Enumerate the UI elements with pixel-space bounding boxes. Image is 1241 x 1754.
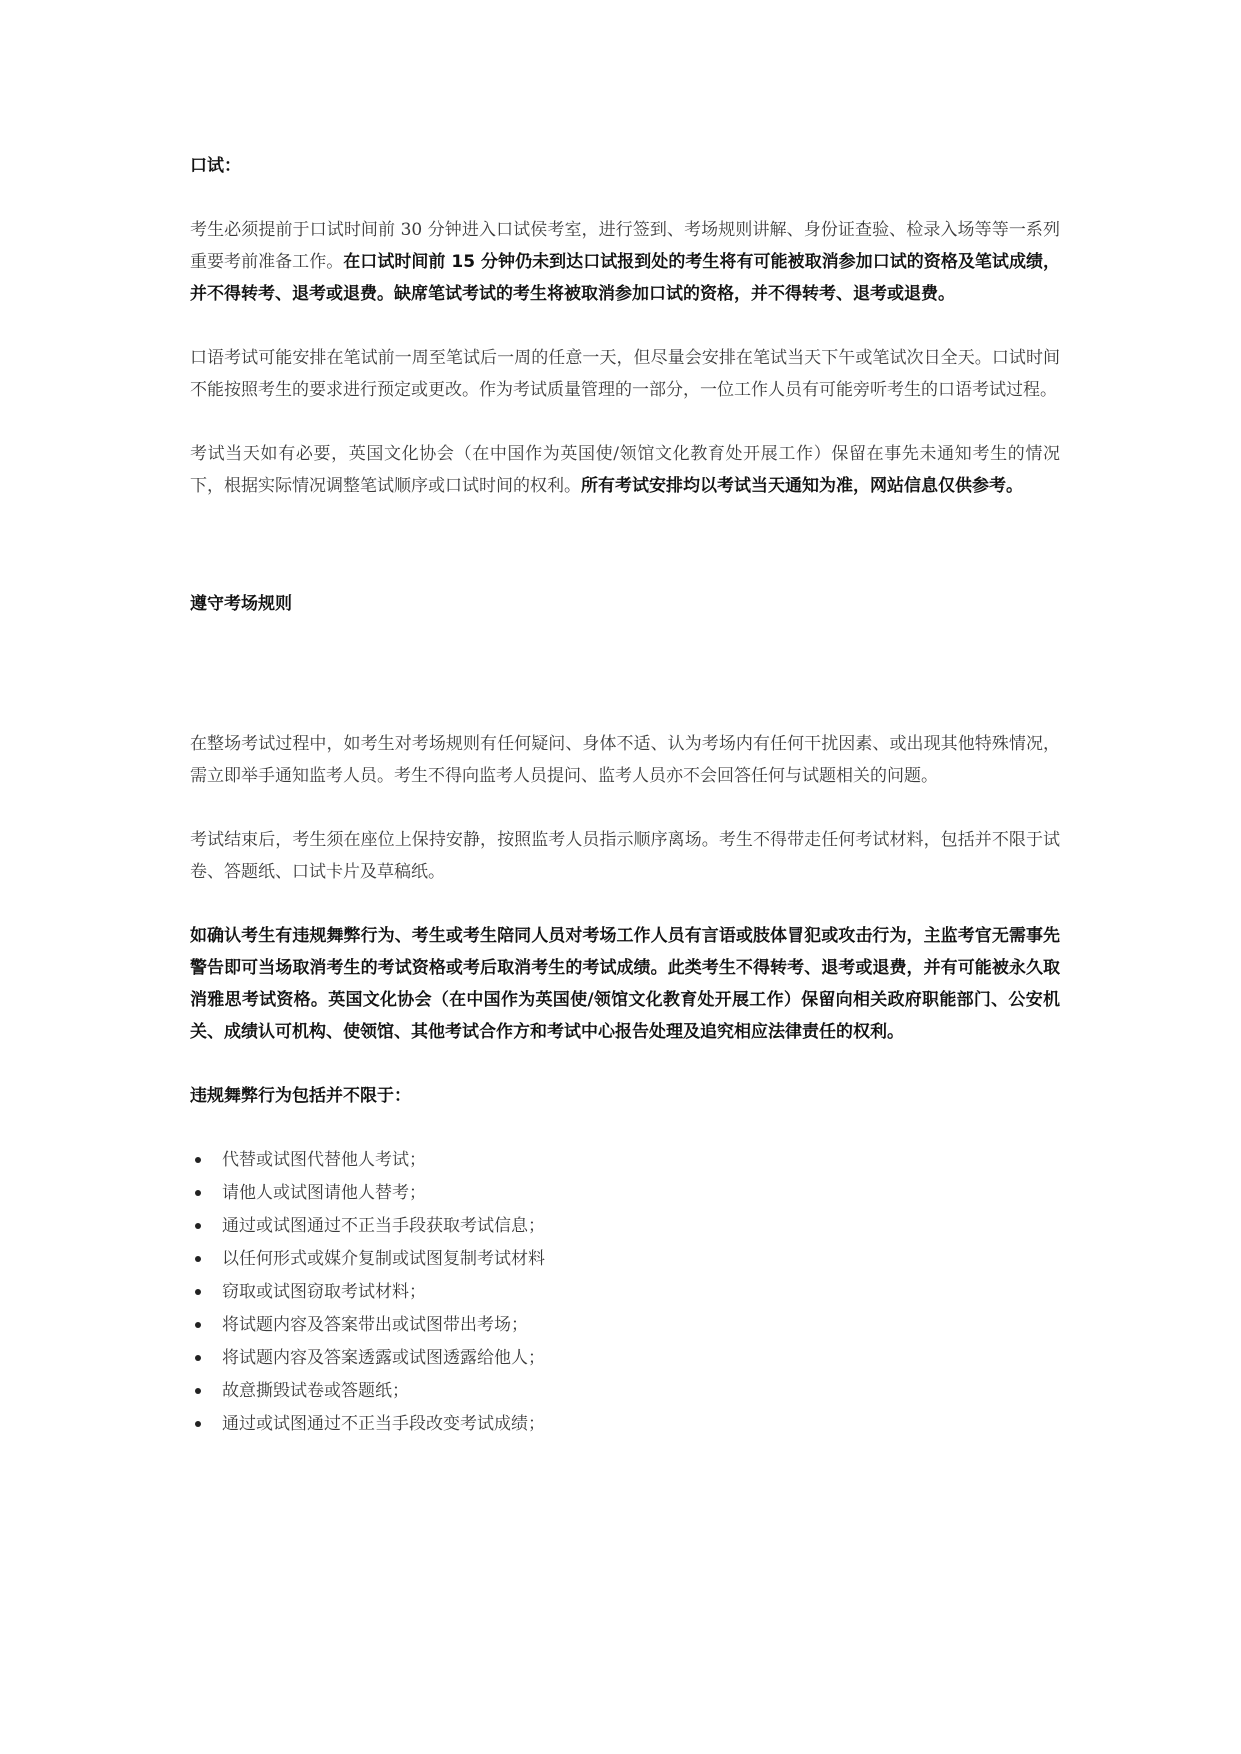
document-content (190, 150, 1060, 1441)
rules-paragraph-3: 如确认考生有违规舞弊行为、考生或考生陪同人员对考场工作人员有言语或肢体冒犯或攻击行为，主监考官无需事先警告即可当场取消考生的考试资格或考后取消考生的考试成绩。此类考生不得转考、退考或退费，并有可能被永久取消雅思考试资格。英国文化协会（在中国作为英国使/领馆文化教育处开展工作）保留向相关政府职能部门、公安机关、成绩认可机构、使领馆、其他考试合作方和考试中心报告处理及追究相应法律责任的权利。 (190, 926, 1060, 1042)
list-item: 通过或试图通过不正当手段改变考试成绩； (190, 1408, 1060, 1441)
list-item: 窃取或试图窃取考试材料； (190, 1276, 1060, 1309)
oral-paragraph-1-bold: 在口试时间前 15 分钟仍未到达口试报到处的考生将有可能被取消参加口试的资格及笔试成绩，并不得转考、退考或退费。缺席笔试考试的考生将被取消参加口试的资格，并不得转考、退考或退费。 (190, 252, 1061, 304)
bullet-icon (195, 1157, 201, 1163)
misconduct-list-heading: 违规舞弊行为包括并不限于： (190, 1086, 411, 1106)
oral-paragraph-3 (190, 438, 1060, 502)
misconduct-list (190, 1144, 1060, 1441)
list-item: 请他人或试图请他人替考； (190, 1177, 1060, 1210)
list-item: 以任何形式或媒介复制或试图复制考试材料 (190, 1243, 1060, 1276)
list-item: 将试题内容及答案带出或试图带出考场； (190, 1309, 1060, 1342)
bullet-icon (195, 1190, 201, 1196)
oral-paragraph-3-bold: 所有考试安排均以考试当天通知为准，网站信息仅供参考。 (581, 476, 1023, 496)
bullet-icon (195, 1388, 201, 1394)
oral-paragraph-1-normal: 考生必须提前于口试时间前 30 分钟进入口试侯考室，进行签到、考场规则讲解、身份证查验、检录入场等等一系列重要考前准备工作。 (190, 220, 1060, 272)
bullet-icon (195, 1421, 201, 1427)
bullet-icon (195, 1322, 201, 1328)
rules-paragraph-2: 考试结束后，考生须在座位上保持安静，按照监考人员指示顺序离场。考生不得带走任何考试材料，包括并不限于试卷、答题纸、口试卡片及草稿纸。 (190, 830, 1060, 882)
list-item: 将试题内容及答案透露或试图透露给他人； (190, 1342, 1060, 1375)
list-item: 故意撕毁试卷或答题纸； (190, 1375, 1060, 1408)
oral-exam-heading: 口试： (190, 156, 241, 176)
oral-paragraph-1 (190, 214, 1060, 310)
oral-paragraph-3-normal: 考试当天如有必要，英国文化协会（在中国作为英国使/领馆文化教育处开展工作）保留在事先未通知考生的情况下，根据实际情况调整笔试顺序或口试时间的权利。 (190, 444, 1060, 496)
bullet-icon (195, 1223, 201, 1229)
bullet-icon (195, 1289, 201, 1295)
oral-paragraph-2: 口语考试可能安排在笔试前一周至笔试后一周的任意一天，但尽量会安排在笔试当天下午或笔试次日全天。口试时间不能按照考生的要求进行预定或更改。作为考试质量管理的一部分，一位工作人员有可能旁听考生的口语考试过程。 (190, 348, 1060, 400)
rules-paragraph-1: 在整场考试过程中，如考生对考场规则有任何疑问、身体不适、认为考场内有任何干扰因素、或出现其他特殊情况，需立即举手通知监考人员。考生不得向监考人员提问、监考人员亦不会回答任何与试题相关的问题。 (190, 734, 1060, 786)
list-item: 通过或试图通过不正当手段获取考试信息； (190, 1210, 1060, 1243)
rules-heading: 遵守考场规则 (190, 594, 292, 614)
bullet-icon (195, 1355, 201, 1361)
bullet-icon (195, 1256, 201, 1262)
list-item: 代替或试图代替他人考试； (190, 1144, 1060, 1177)
